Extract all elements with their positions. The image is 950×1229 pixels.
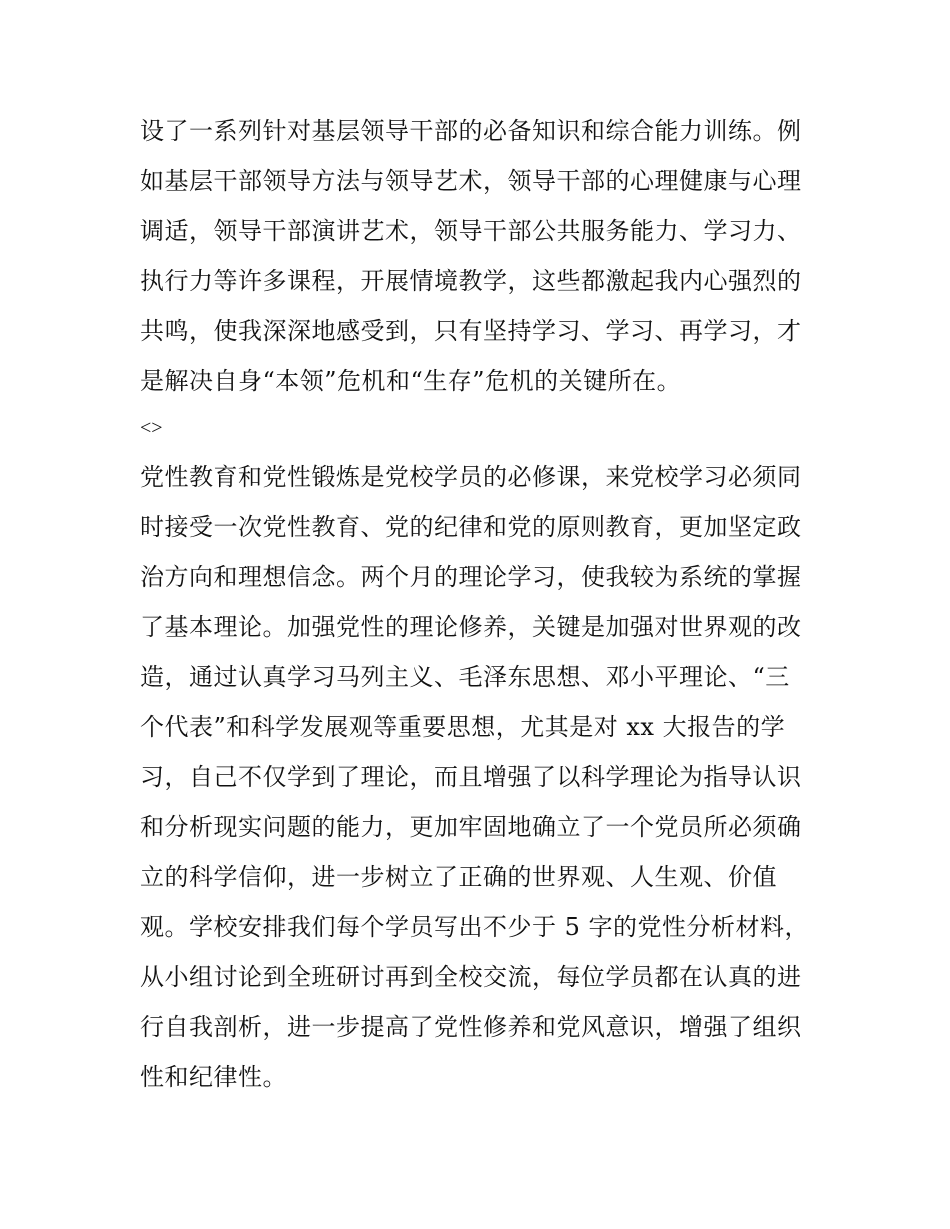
paragraph-2-line-11: 从小组讨论到全班研讨再到全校交流，每位学员都在认真的进 bbox=[140, 963, 802, 991]
paragraph-2-line-7: 习，自己不仅学到了理论，而且增强了以科学理论为指导认识 bbox=[140, 763, 802, 791]
paragraph-2-line-13: 性和纪律性。 bbox=[140, 1063, 287, 1091]
paragraph-2-line-5: 造，通过认真学习马列主义、毛泽东思想、邓小平理论、“三 bbox=[140, 663, 790, 691]
paragraph-2-line-10: 观。学校安排我们每个学员写出不少于 5 字的党性分析材料， bbox=[140, 913, 810, 941]
paragraph-1-line-1: 设了一系列针对基层领导干部的必备知识和综合能力训练。例 bbox=[140, 117, 802, 145]
paragraph-1-line-3: 调适，领导干部演讲艺术，领导干部公共服务能力、学习力、 bbox=[140, 217, 802, 245]
paragraph-2-line-8: 和分析现实问题的能力，更加牢固地确立了一个党员所必须确 bbox=[140, 813, 802, 841]
paragraph-2-line-2: 时接受一次党性教育、党的纪律和党的原则教育，更加坚定政 bbox=[140, 513, 802, 541]
document-body bbox=[140, 0, 820, 1229]
paragraph-1-line-4: 执行力等许多课程，开展情境教学，这些都激起我内心强烈的 bbox=[140, 267, 802, 295]
paragraph-1-line-2: 如基层干部领导方法与领导艺术，领导干部的心理健康与心理 bbox=[140, 167, 802, 195]
paragraph-2-line-3: 治方向和理想信念。两个月的理论学习，使我较为系统的掌握 bbox=[140, 563, 802, 591]
paragraph-2-line-1: 党性教育和党性锻炼是党校学员的必修课，来党校学习必须同 bbox=[140, 463, 802, 491]
paragraph-1-line-6: 是解决自身“本领”危机和“生存”危机的关键所在。 bbox=[140, 367, 682, 395]
paragraph-2-line-4: 了基本理论。加强党性的理论修养，关键是加强对世界观的改 bbox=[140, 613, 802, 641]
paragraph-2-line-9: 立的科学信仰，进一步树立了正确的世界观、人生观、价值 bbox=[140, 863, 777, 891]
paragraph-2-line-12: 行自我剖析，进一步提高了党性修养和党风意识，增强了组织 bbox=[140, 1013, 802, 1041]
paragraph-2-line-6: 个代表”和科学发展观等重要思想，尤其是对 xx 大报告的学 bbox=[140, 713, 786, 741]
section-separator: <> bbox=[140, 417, 163, 439]
paragraph-1-line-5: 共鸣，使我深深地感受到，只有坚持学习、学习、再学习，才 bbox=[140, 317, 802, 345]
